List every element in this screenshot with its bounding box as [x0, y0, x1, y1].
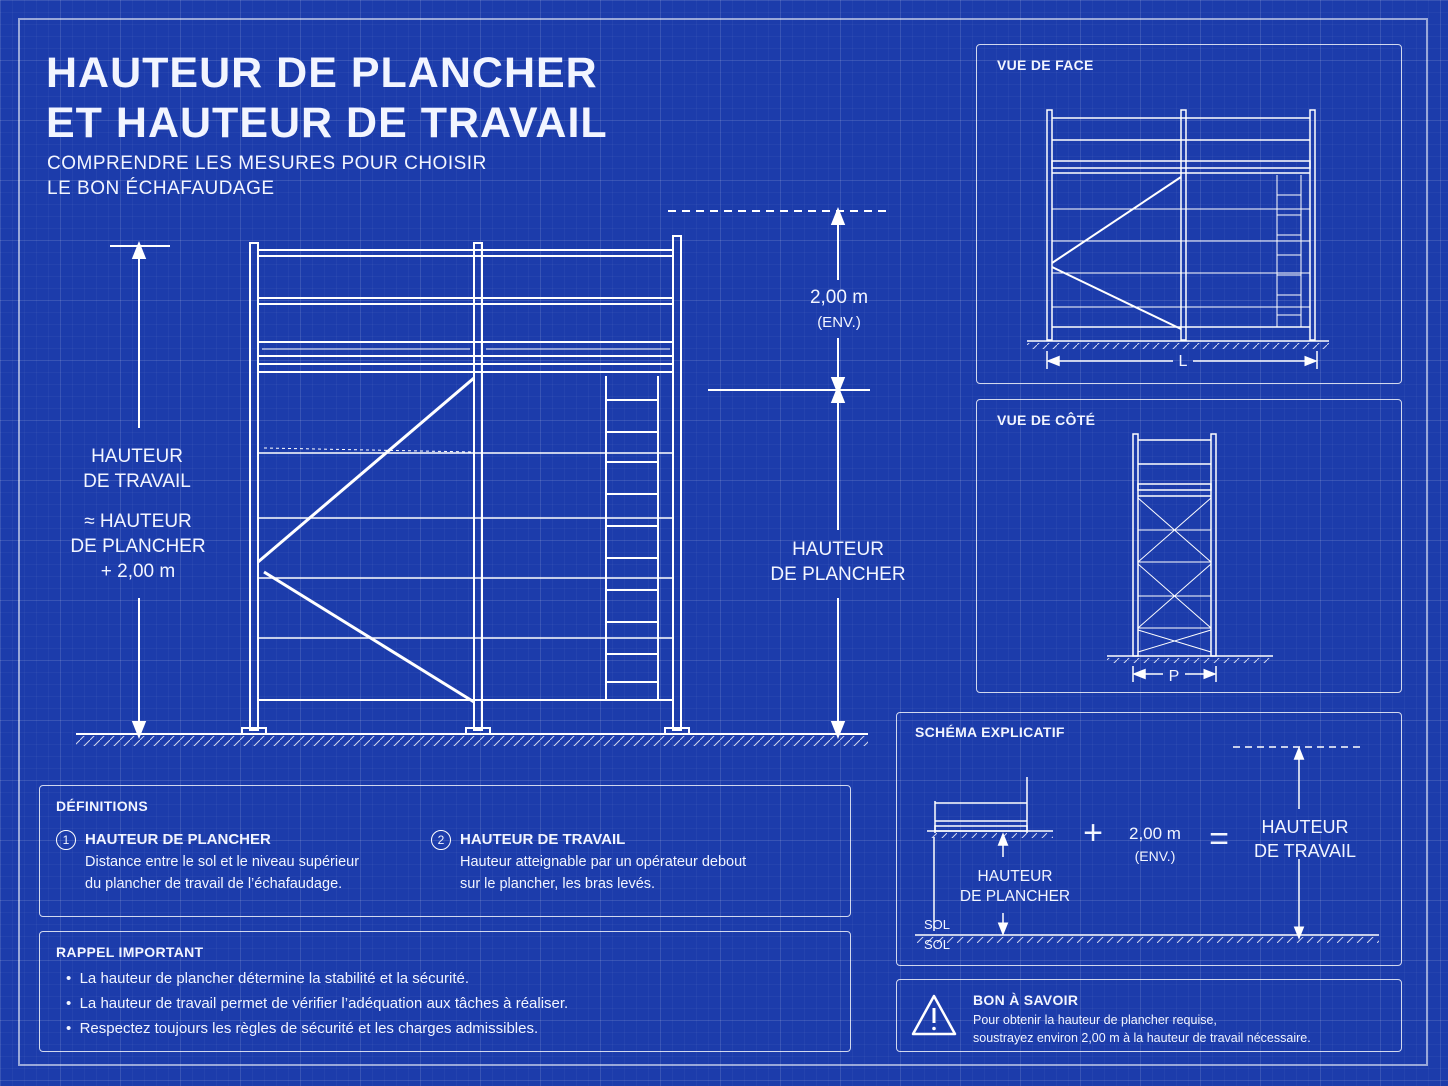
front-view-drawing: [977, 45, 1403, 385]
schema-result-label: [1241, 815, 1369, 863]
reminder-title: RAPPEL IMPORTANT: [56, 944, 204, 960]
schema-value-note: (ENV.): [1134, 848, 1176, 864]
tip-text: [973, 1011, 1311, 1047]
scaffold-front-frame: [242, 236, 689, 734]
depth-label: P: [1168, 668, 1180, 685]
working-height-formula: [54, 509, 222, 584]
definition-text-2: [460, 851, 746, 895]
definitions-title: DÉFINITIONS: [56, 798, 148, 814]
schema-ground: [915, 935, 1379, 943]
working-height-label-line-2: DE TRAVAIL: [83, 471, 191, 492]
definitions-panel: [39, 785, 851, 917]
tip-title: BON À SAVOIR: [973, 992, 1079, 1008]
title-line-1: HAUTEUR DE PLANCHER: [46, 49, 598, 97]
side-view-title: VUE DE CÔTÉ: [997, 412, 1096, 428]
definition-heading-2: HAUTEUR DE TRAVAIL: [460, 831, 626, 848]
definition-1-line-2: du plancher de travail de l’échafaudage.: [85, 876, 343, 892]
definition-1-line-1: Distance entre le sol et le niveau supérieur: [85, 854, 360, 870]
mini-scaffold: [927, 777, 1053, 838]
reminder-item: • La hauteur de plancher détermine la stabilité et la sécurité.: [66, 970, 469, 987]
subtitle-line-2: LE BON ÉCHAFAUDAGE: [47, 178, 275, 199]
equals-sign: =: [1209, 820, 1229, 858]
definition-text-1: [85, 851, 359, 895]
definition-heading-1: HAUTEUR DE PLANCHER: [85, 831, 271, 848]
top-dimension-value: [780, 285, 898, 335]
reminder-item-text-3: Respectez toujours les règles de sécurité et les charges admissibles.: [79, 1020, 539, 1037]
schema-result-line-2: DE TRAVAIL: [1253, 841, 1357, 861]
top-dimension-value-text: 2,00 m: [809, 287, 869, 308]
schema-floor-line-1: HAUTEUR: [977, 868, 1053, 885]
definition-number-1: 1: [56, 830, 76, 850]
front-view-panel: [976, 44, 1402, 384]
formula-line-3: + 2,00 m: [100, 561, 176, 582]
definition-2-line-2: sur le plancher, les bras levés.: [460, 876, 656, 892]
plus-sign: +: [1083, 814, 1103, 852]
side-view-drawing: [977, 400, 1403, 694]
ground-label-1: SOL: [924, 917, 951, 932]
working-height-label-line-1: HAUTEUR: [91, 446, 183, 467]
front-view-title: VUE DE FACE: [997, 57, 1094, 73]
schema-title: SCHÉMA EXPLICATIF: [915, 724, 1065, 740]
title-line-2: ET HAUTEUR DE TRAVAIL: [46, 99, 608, 147]
definition-2-line-1: Hauteur atteignable par un opérateur debout: [460, 854, 747, 870]
working-height-label: [62, 444, 212, 494]
reminder-item-text-1: La hauteur de plancher détermine la stabilité et la sécurité.: [79, 970, 469, 987]
length-label: L: [1178, 353, 1188, 370]
tip-panel: [896, 979, 1402, 1052]
tip-text-line-1: Pour obtenir la hauteur de plancher requise,: [973, 1013, 1217, 1027]
schema-floor-line-2: DE PLANCHER: [959, 888, 1071, 905]
floor-height-label: [760, 537, 916, 587]
tip-text-line-2: soustrayez environ 2,00 m à la hauteur de travail nécessaire.: [973, 1031, 1311, 1045]
reminder-item-text-2: La hauteur de travail permet de vérifier l’adéquation aux tâches à réaliser.: [79, 995, 569, 1012]
schema-panel: [896, 712, 1402, 966]
reminder-item: • Respectez toujours les règles de sécurité et les charges admissibles.: [66, 1020, 539, 1037]
floor-height-label-line-2: DE PLANCHER: [770, 564, 906, 585]
schema-floor-label: [949, 867, 1081, 907]
floor-height-label-line-1: HAUTEUR: [792, 539, 884, 560]
formula-line-1: ≈ HAUTEUR: [84, 511, 192, 532]
schema-value: [1115, 823, 1195, 867]
ground-label-2: SOL: [924, 937, 951, 952]
subtitle-line-1: COMPRENDRE LES MESURES POUR CHOISIR: [47, 153, 487, 174]
schema-result-line-1: HAUTEUR: [1261, 817, 1349, 837]
side-view-panel: [976, 399, 1402, 693]
schema-value-text: 2,00 m: [1129, 824, 1181, 843]
ground-line: [76, 734, 868, 746]
top-dimension-note: (ENV.): [817, 314, 861, 331]
definition-number-2: 2: [431, 830, 451, 850]
formula-line-2: DE PLANCHER: [70, 536, 206, 557]
reminder-item: • La hauteur de travail permet de vérifier l’adéquation aux tâches à réaliser.: [66, 995, 569, 1012]
warning-triangle-icon: [911, 994, 971, 1054]
